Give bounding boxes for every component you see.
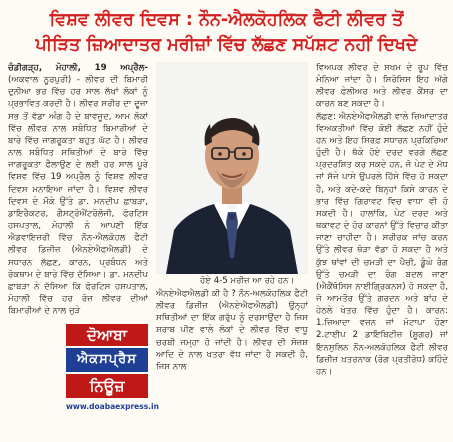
- logo-word-doaba: ਦੋਆਬਾ: [66, 324, 148, 346]
- logo-word-news: ਨਿਊਜ਼: [66, 374, 148, 398]
- headline-line-1: ਵਿਸ਼ਵ ਲੀਵਰ ਦਿਵਸ : ਨੌਨ-ਐਲਕੋਹਲਿਕ ਫੈਟੀ ਲੀਵਰ ਤੋਂ: [49, 10, 404, 30]
- logo-word-express: ਐਕਸਪ੍ਰੈਸ: [66, 348, 148, 372]
- dateline: ਚੰਡੀਗੜ੍ਹ, ਮੋਹਾਲੀ, 19 ਅਪ੍ਰੈਲ-: [8, 63, 148, 73]
- doctor-portrait-image: [156, 62, 308, 274]
- headline: [6, 8, 447, 58]
- publisher-logo-block: [8, 318, 159, 418]
- doctor-photo: [156, 62, 308, 274]
- article-body-left: - ਲੀਵਰ ਦੀ ਬਿਮਾਰੀ ਦੁਨੀਆ ਭਰ ਵਿੱਚ ਹਰ ਸਾਲ ਲੱਖਾਂ ਲੋਕਾਂ ਨੂੰ ਪ੍ਰਭਾਵਿਤ ਕਰਦੀ ਹੈ। ਲੀਵਰ ਸਰੀਰ ਦਾ ਦੂਜਾ ਸਭ ਤੋਂ ਵੱਡਾ ਅੰਗ ਹੈ ਦੇ ਬਾਵਜੂਦ, ਆਮ ਲੋਕਾਂ ਵਿੱਚ ਲੀਵਰ ਨਾਲ ਸਬੰਧਿਤ ਬਿਮਾਰੀਆਂ ਦੇ ਬਾਰੇ ਵਿੱਚ ਜਾਗਰੂਕਤਾ ਬਹੁਤ ਘੱਟ ਹੈ। ਲੀਵਰ ਨਾਲ ਸਬੰਧਿਤ ਸਥਿਤੀਆਂ ਦੇ ਬਾਰੇ ਵਿੱਚ ਜਾਗਰੂਕਤਾ ਫੈਲਾਉਣ ਦੇ ਲਈ ਹਰ ਸਾਲ ਪੂਰੇ ਵਿਸ਼ਵ ਵਿੱਚ 19 ਅਪ੍ਰੈਲ ਨੂੰ ਵਿਸ਼ਵ ਲੀਵਰ ਦਿਵਸ ਮਨਾਇਆ ਜਾਂਦਾ ਹੈ। ਵਿਸ਼ਵ ਲੀਵਰ ਦਿਵਸ ਦੇ ਮੌਕੇ ਉੱਤੇ ਡਾ. ਮਨਦੀਪ ਛਾਬੜਾ, ਡਾਇਰੈਕਟਰ, ਗੈਸਟ੍ਰੋਐਂਟਰੋਲੋਜੀ, ਫੋਰਟਿਸ ਹਸਪਤਾਲ, ਮੋਹਾਲੀ ਨੇ ਆਪਣੀ ਇੱਕ ਐਡਵਾਇਜ਼ਰੀ ਵਿੱਚ ਨੌਨ-ਐਲਕੋਹਲ ਫੈਟੀ ਲੀਵਰ ਡਿਜ਼ੀਜ਼ (ਐਨਏਐਫਐਲਡੀ) ਦੇ ਸਧਾਰਨ ਲੱਛਣ, ਕਾਰਨ, ਪ੍ਰਬੰਧਨ ਅਤੇ ਰੋਕਥਾਮ ਦੇ ਬਾਰੇ ਵਿੱਚ ਦੱਸਿਆ। ਡਾ. ਮਨਦੀਪ ਛਾਬੜਾ ਨੇ ਦੱਸਿਆ ਕਿ ਫੋਰਟਿਸ ਹਸਪਤਾਲ, ਮੋਹਾਲੀ ਵਿੱਚ ਹਰ ਰੋਜ਼ ਲੀਵਰ ਦੀਆਂ ਬਿਮਾਰੀਆਂ ਦੇ ਨਾਲ ਜੁੜੇ: [8, 75, 148, 317]
- article-body-middle: ਐਨਏਐਫਐਲਡੀ ਕੀ ਹੈ ? ਨੌਨ-ਅਲਕੋਹਲਿਕ ਫੈਟੀ ਲੀਵਰ ਡਿਜ਼ੀਜ਼ (ਐਨਏਐਫਐਲਡੀ) ਉਨ੍ਹਾਂ ਸਥਿਤੀਆਂ ਦਾ ਇੱਕ ਗਰੁੱਪ ਨੂੰ ਦਰਸਾਉਂਦਾ ਹੈ ਜਿਸ ਸ਼ਰਾਬ ਪੀਣ ਵਾਲੇ ਲੋਕਾਂ ਦੇ ਲੀਵਰ ਵਿੱਚ ਵਾਧੂ ਚਰਬੀ ਜਮ੍ਹਾ ਹੋ ਜਾਂਦੀ ਹੈ। ਲੀਵਰ ਦੀ ਸੋਜ਼ਸ਼ ਆਦਿ ਦੇ ਨਾਲ ਖਤਰਾ ਵੱਧ ਜਾਂਦਾ ਹੈ ਸਕਦੀ ਹੈ, ਜਿਸ ਨਾਲ: [156, 289, 308, 372]
- article-body-right: ਵਿਅਪਕ ਲੀਵਰ ਦੇ ਸਖਮ ਦੇ ਰੂਪ ਵਿੱਚ ਮੰਨਿਆ ਜਾਂਦਾ ਹੈ। ਸਿਰੋਸਿਸ ਇਹ ਅੱਗੇ ਲੀਵਰ ਫੇਲੀਅਰ ਅਤੇ ਲੀਵਰ ਕੈਂਸਰ ਦਾ ਕਾਰਨ ਬਣ ਸਕਦਾ ਹੈ।: [316, 63, 448, 110]
- article-column-middle: [156, 288, 308, 440]
- logo-url: www.doabaexpress.in: [66, 402, 159, 411]
- headline-line-2: ਪੀੜਿਤ ਜ਼ਿਆਦਾਤਰ ਮਰੀਜ਼ਾਂ ਵਿੱਚ ਲੱਛਣ ਸਪੱਸ਼ਟ ਨਹੀਂ ਦਿਖਦੇ: [35, 35, 418, 55]
- photo-caption: ਹੋਏ 4-5 ਮਰੀਜ਼ ਆ ਰਹੇ ਹਨ।: [200, 276, 295, 286]
- doaba-express-logo: [66, 318, 159, 418]
- symptoms-section: ਲੱਛਣ: ਐਨਏਐਫਐਲਡੀ ਵਾਲੇ ਜ਼ਿਆਦਾਤਰ ਵਿਅਕਤੀਆਂ ਵਿੱਚ ਕੋਈ ਲੱਛਣ ਨਹੀਂ ਹੁੰਦੇ ਹਨ ਅਤੇ ਇਹ ਸਿਰਫ਼ ਸਧਾਰਨ ਪ੍ਰਕਿਰਿਆ ਹੁੰਦੀ ਹੈ। ਥੱਕੇ ਹੋਏ ਦਰਦ ਵਰਗੇ ਲੱਛਣ ਪ੍ਰਦਰਸ਼ਿਤ ਕਰ ਸਕਦੇ ਹਨ, ਜੋ ਪੇਟ ਦੇ ਮੱਧ ਜਾਂ ਸੱਜੇ ਪਾਸੇ ਉਪਰਲੇ ਹਿੱਸੇ ਵਿੱਚ ਹੋ ਸਕਦਾ ਹੈ, ਅਤੇ ਕਦੇ-ਕਦੇ ਬਿਨ੍ਹਾਂ ਕਿਸੇ ਕਾਰਨ ਦੇ ਭਾਰ ਵਿੱਚ ਗਿਰਾਵਟ ਵਿਚ ਵਾਧਾ ਵੀ ਹੋ ਸਕਦੀ ਹੈ। ਹਾਲਾਂਕਿ, ਪੇਟ ਦਰਦ ਅਤੇ ਥਕਾਵਟ ਦੇ ਹੋਰ ਕਾਰਨਾਂ ਉੱਤੇ ਵਿਚਾਰ ਕੀਤਾ ਜਾਣਾ ਚਾਹੀਦਾ ਹੈ। ਸਰੀਰਕ ਜਾਂਚ ਕਰਨ ਉੱਤੇ ਲੀਵਰ ਥੋੜਾ ਵੱਡਾ ਹੋ ਸਕਦਾ ਹੈ ਅਤੇ ਕੁੱਝ ਥਾਂਵਾਂ ਦੀ ਚਮੜੀ ਦਾ ਪੈਚੀ, ਡੂੰਘੇ ਰੰਗ ਉੱਤੇ ਚਮੜੀ ਦਾ ਰੰਗ ਬਦਲ ਜਾਣਾ (ਐਕੈਂਥੋਸਿਸ ਨਾਈਗ੍ਰਿਕਨਸ) ਹੋ ਸਕਦਾ ਹੈ, ਜੋ ਆਮਤੌਰ ਉੱਤੇ ਗਰਦਨ ਅਤੇ ਬਾਂਹ ਦੇ ਹੇਠਲੇ ਖੇਤਰ ਵਿੱਚ ਹੁੰਦਾ ਹੈ। ਕਾਰਨ: 1.ਜ਼ਿਆਦਾ ਵਜ਼ਨ ਜਾਂ ਮੋਟਾਪਾ ਹੋਣਾ 2.ਟਾਈਪ 2 ਡਾਇਬਿਟੀਜ਼ (ਸ਼ੂਗਰ) ਜਾਂ ਇਨਸੁਲਿਨ ਨੌਨ-ਅਲਕੋਹਲਿਕ ਫੈਟੀ ਲੀਵਰ ਡਿਜ਼ੀਜ਼ ਖ਼ਤਰਨਾਕ (ਰੋਗ ਪ੍ਰਤੀਰੋਧ) ਕਹਿੰਦੇ ਹਨ।: [316, 111, 448, 377]
- byline: (ਅਕਵਾਲ ਨੂਰਪੁਰੀ): [8, 75, 72, 86]
- article-column-right: [316, 62, 448, 440]
